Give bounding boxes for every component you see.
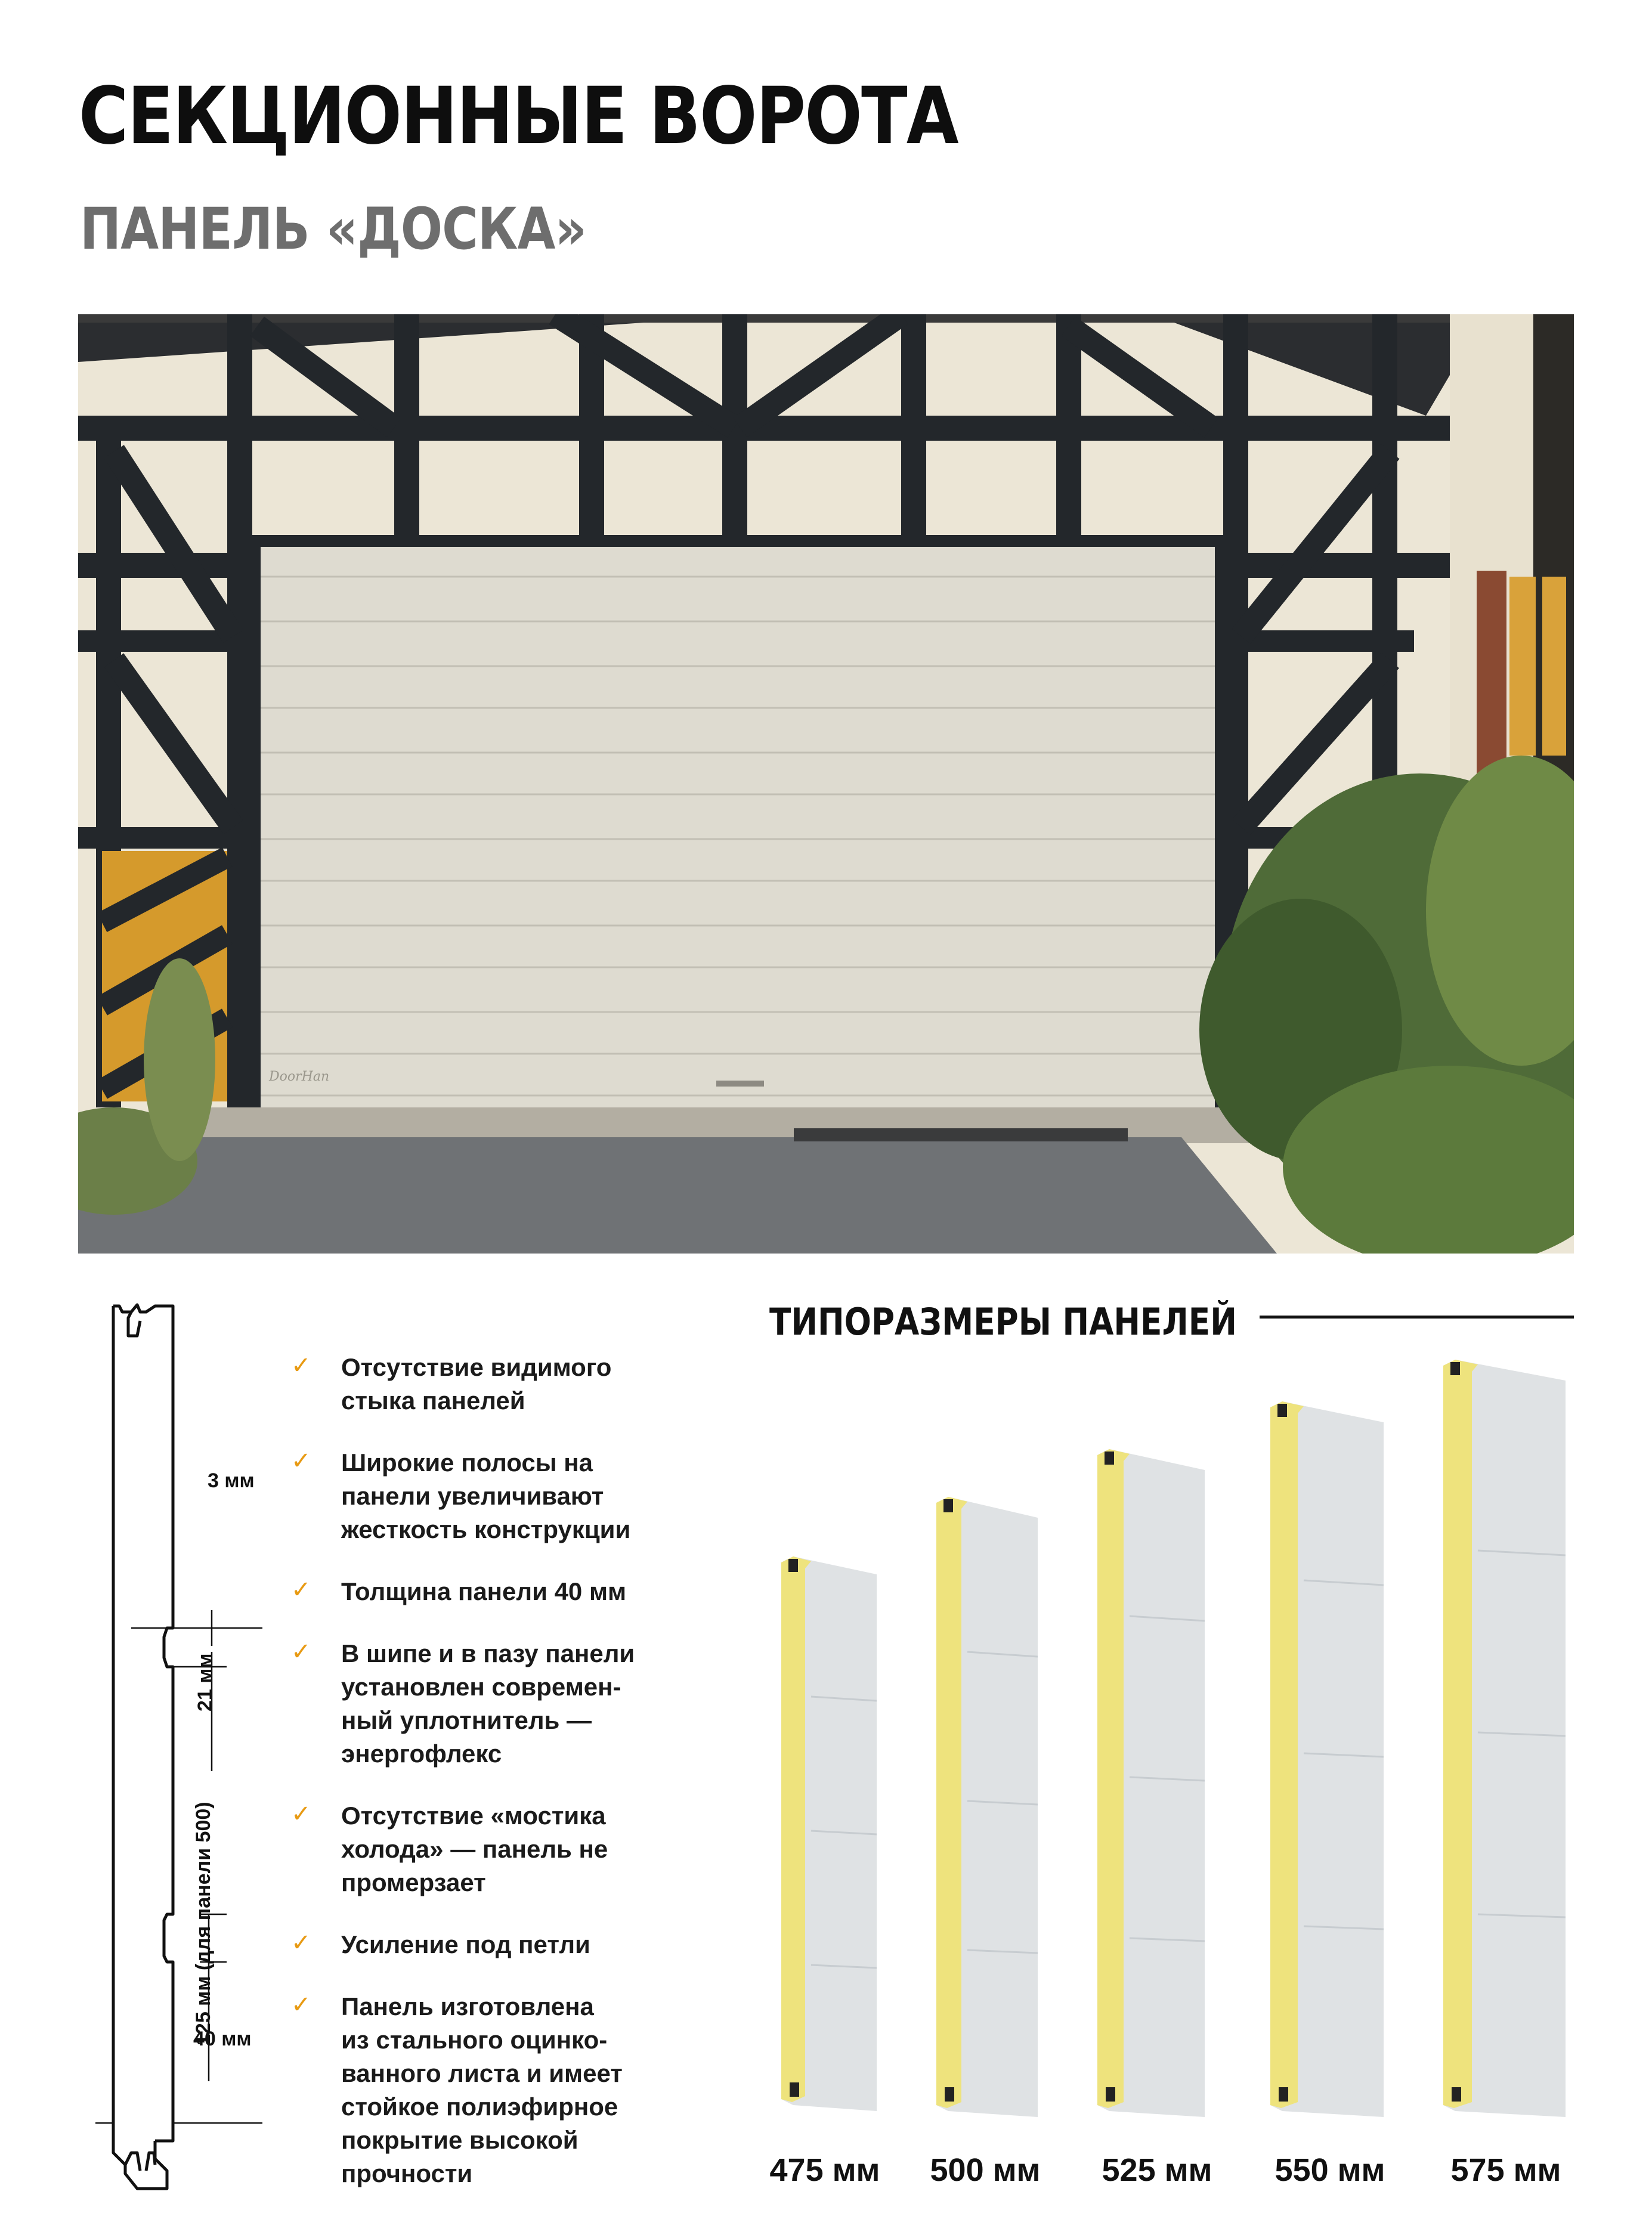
feature-text: Отсутствие «мостика холода» — панель не промерзает bbox=[341, 1802, 608, 1896]
size-label-550: 550 мм bbox=[1274, 2152, 1385, 2188]
size-label-575: 575 мм bbox=[1450, 2152, 1561, 2188]
check-icon: ✓ bbox=[291, 1352, 311, 1379]
feature-item bbox=[291, 1990, 709, 2190]
dim-40mm-label: 40 мм bbox=[193, 2028, 252, 2050]
feature-item bbox=[291, 1637, 709, 1771]
gate-brand-text: DoorHan bbox=[269, 1069, 330, 1084]
feature-text: Панель изготовлена из стального оцинко- ванного листа и имеет стойкое полиэфирное покрытие высокой прочности bbox=[341, 1992, 623, 2187]
page-title: СЕКЦИОННЫЕ ВОРОТА bbox=[79, 70, 958, 162]
dim-21mm-label: 21 мм bbox=[194, 1653, 216, 1712]
panel-sample-575 bbox=[1437, 1354, 1566, 2117]
panel-sample-500 bbox=[930, 1491, 1038, 2117]
check-icon: ✓ bbox=[291, 1576, 311, 1604]
feature-text: Усиление под петли bbox=[341, 1930, 590, 1958]
feature-item bbox=[291, 1351, 709, 1418]
check-icon: ✓ bbox=[291, 1991, 311, 2019]
feature-text: Отсутствие видимого стыка панелей bbox=[341, 1353, 612, 1415]
heading-rule bbox=[1260, 1316, 1574, 1319]
feature-list bbox=[291, 1351, 709, 2219]
panel-profile-diagram bbox=[66, 1294, 304, 2201]
panel-sample-475 bbox=[775, 1550, 877, 2111]
size-label-525: 525 мм bbox=[1102, 2152, 1212, 2188]
feature-item bbox=[291, 1799, 709, 1899]
sizes-heading: ТИПОРАЗМЕРЫ ПАНЕЛЕЙ bbox=[769, 1300, 1237, 1344]
check-icon: ✓ bbox=[291, 1447, 311, 1475]
feature-item bbox=[291, 1928, 709, 1961]
panel-sample-550 bbox=[1264, 1395, 1384, 2117]
panel-sample-525 bbox=[1091, 1443, 1205, 2117]
feature-item bbox=[291, 1446, 709, 1546]
check-icon: ✓ bbox=[291, 1800, 311, 1828]
garage-photo bbox=[78, 314, 1574, 1254]
dim-3mm-label: 3 мм bbox=[208, 1469, 255, 1492]
feature-text: Толщина панели 40 мм bbox=[341, 1577, 627, 1605]
dim-125mm-label: 125 мм (для панели 500) bbox=[192, 1802, 215, 2045]
size-label-475: 475 мм bbox=[769, 2152, 880, 2188]
check-icon: ✓ bbox=[291, 1638, 311, 1666]
page-subtitle: ПАНЕЛЬ «ДОСКА» bbox=[80, 196, 587, 262]
feature-text: В шипе и в пазу панели установлен современ- ный уплотнитель — энергофлекс bbox=[341, 1639, 635, 1768]
size-label-500: 500 мм bbox=[930, 2152, 1041, 2188]
check-icon: ✓ bbox=[291, 1929, 311, 1957]
feature-text: Широкие полосы на панели увеличивают жесткость конструкции bbox=[341, 1449, 631, 1543]
feature-item bbox=[291, 1575, 709, 1608]
